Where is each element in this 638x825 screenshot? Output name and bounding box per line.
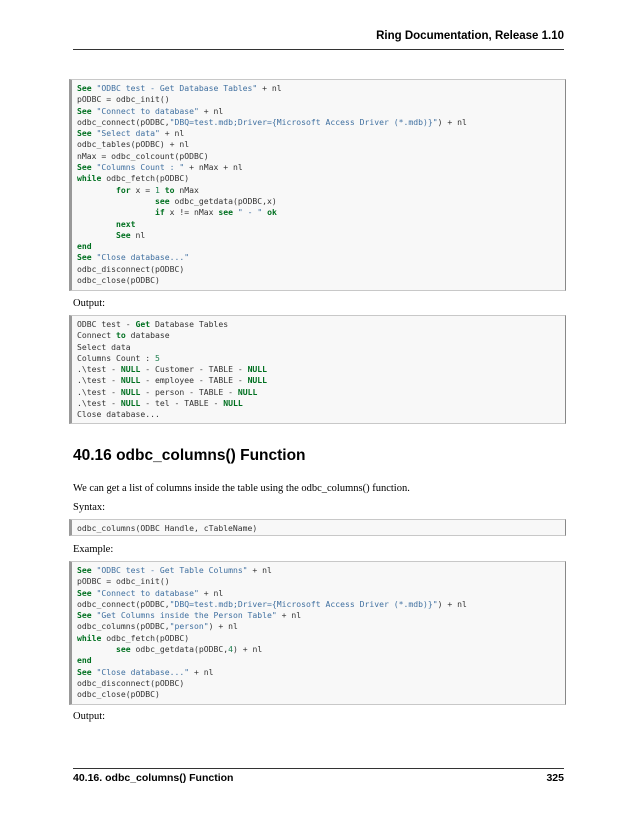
code-token [77, 219, 116, 229]
code-line [77, 633, 565, 644]
code-token: Database Tables [150, 319, 229, 329]
code-token: see [154, 195, 170, 206]
code-line [77, 207, 565, 218]
code-token: x = [130, 184, 155, 195]
code-token: " - " [237, 207, 263, 218]
code-line [77, 275, 565, 286]
syntax-label: Syntax: [73, 502, 106, 513]
code-token: See [77, 666, 92, 677]
code-line [77, 387, 565, 398]
code-token: "Connect to database" [96, 105, 199, 116]
code-token: odbc_getdata(pODBC, [130, 644, 229, 655]
code-token: "ODBC test - Get Database Tables" [96, 83, 258, 93]
code-line [77, 678, 565, 689]
code-line [77, 621, 565, 632]
code-token: "Select data" [96, 128, 160, 139]
code-token: 1 [154, 184, 160, 195]
code-token: See [77, 83, 92, 93]
code-line [77, 196, 565, 207]
footer-section-title: 40.16. odbc_columns() Function [73, 772, 234, 784]
code-token: "Close database..." [96, 252, 190, 263]
code-token [77, 207, 155, 217]
code-block-odbc-columns [69, 561, 566, 705]
code-token: + nl [189, 666, 214, 677]
output-label: Output: [73, 711, 106, 722]
code-token: "DBQ=test.mdb;Driver={Microsoft Access Driver (*.mdb)}" [169, 116, 438, 127]
code-token [77, 196, 155, 206]
code-token: NULL [120, 398, 141, 409]
code-token: Get [135, 319, 151, 329]
code-line [77, 644, 565, 655]
code-token: odbc_columns(pODBC, [77, 621, 170, 632]
code-line [77, 241, 565, 252]
code-token: See [77, 587, 92, 598]
code-line [77, 689, 565, 700]
section-heading: 40.16 odbc_columns() Function [73, 447, 306, 464]
code-token: NULL [237, 386, 258, 397]
code-line [77, 162, 565, 173]
code-token: NULL [247, 364, 268, 375]
code-token: next [115, 218, 136, 229]
code-token: pODBC = odbc_init() [77, 94, 170, 105]
code-token: Select data [77, 341, 131, 352]
code-token: nl [130, 229, 146, 240]
code-token: "Close database..." [96, 666, 190, 677]
code-line [77, 117, 565, 128]
code-line [77, 173, 565, 184]
code-line [77, 655, 565, 666]
code-token: See [77, 565, 92, 575]
code-line [77, 264, 565, 275]
code-line [77, 139, 565, 150]
code-line [77, 342, 565, 353]
code-token: See [77, 252, 92, 263]
code-token: "DBQ=test.mdb;Driver={Microsoft Access Driver (*.mdb)}" [169, 598, 438, 609]
code-token: for [115, 184, 131, 195]
code-token: - employee - TABLE - [140, 375, 248, 386]
code-line [77, 610, 565, 621]
code-token: x != nMax [164, 207, 219, 218]
output-block-odbc-tables [69, 315, 566, 424]
code-token: - person - TABLE - [140, 386, 238, 397]
code-token: odbc_close(pODBC) [77, 689, 160, 700]
code-line [77, 252, 565, 263]
code-token: if [154, 207, 165, 218]
code-token: ok [267, 207, 277, 218]
code-line [77, 151, 565, 162]
syntax-code-block [69, 519, 566, 536]
code-token: odbc_fetch(pODBC) [101, 173, 190, 184]
code-line [77, 364, 565, 375]
code-token: .\test - [77, 375, 121, 386]
intro-paragraph: We can get a list of columns inside the table using the odbc_columns() function. [73, 483, 410, 494]
code-line [77, 576, 565, 587]
code-token: + nl [159, 128, 185, 139]
code-token [77, 185, 116, 195]
code-token: odbc_disconnect(pODBC) [77, 263, 185, 274]
code-token: ) + nl [437, 598, 467, 609]
code-line [77, 398, 565, 409]
code-token: odbc_tables(pODBC) + nl [77, 139, 190, 150]
code-token: See [77, 610, 92, 621]
code-token: 5 [154, 352, 160, 363]
code-token: to [164, 184, 175, 195]
code-token: .\test - [77, 364, 121, 375]
code-token [77, 644, 116, 654]
code-line [77, 353, 565, 364]
code-token: "Connect to database" [96, 587, 199, 598]
code-line [77, 319, 565, 330]
code-line [77, 94, 565, 105]
code-line [77, 219, 565, 230]
code-token: nMax [174, 184, 199, 195]
code-line [77, 230, 565, 241]
code-line [77, 523, 565, 534]
code-line [77, 106, 565, 117]
code-token: odbc_getdata(pODBC,x) [169, 195, 277, 206]
code-token: nMax = odbc_colcount(pODBC) [77, 150, 209, 161]
code-token: NULL [120, 375, 141, 386]
code-token: odbc_connect(pODBC, [77, 598, 170, 609]
code-token: end [77, 241, 92, 252]
code-token: + nl [276, 610, 302, 621]
code-token: end [77, 655, 92, 666]
page-number: 325 [546, 772, 564, 784]
code-token: odbc_columns(ODBC Handle, cTableName) [77, 523, 258, 533]
code-token: odbc_disconnect(pODBC) [77, 677, 185, 688]
code-token: while [77, 632, 102, 643]
code-token: NULL [120, 386, 141, 397]
code-token: ) + nl [232, 644, 263, 655]
code-line [77, 588, 565, 599]
code-token: see [115, 644, 131, 655]
code-token: Columns Count : [77, 352, 155, 363]
code-token: odbc_close(pODBC) [77, 275, 160, 286]
code-line [77, 83, 565, 94]
code-line [77, 185, 565, 196]
code-token: .\test - [77, 386, 121, 397]
code-line [77, 565, 565, 576]
code-line [77, 667, 565, 678]
code-token: + nl [247, 565, 272, 575]
code-token: + nl [198, 105, 224, 116]
header-rule [73, 49, 564, 50]
code-token: + nl [198, 587, 224, 598]
code-token: "ODBC test - Get Table Columns" [96, 565, 248, 575]
code-line [77, 375, 565, 386]
code-token: pODBC = odbc_init() [77, 576, 170, 587]
code-token: .\test - [77, 398, 121, 409]
running-header: Ring Documentation, Release 1.10 [376, 30, 564, 42]
code-token: while [77, 173, 102, 184]
code-token: 4 [228, 644, 233, 655]
code-token: ) + nl [208, 621, 238, 632]
code-token: "person" [169, 621, 209, 632]
output-label: Output: [73, 298, 106, 309]
code-line [77, 409, 565, 420]
code-token: ODBC test - [77, 319, 136, 329]
code-token: See [77, 105, 92, 116]
code-token: See [77, 162, 92, 173]
code-token: - Customer - TABLE - [140, 364, 248, 375]
code-token: "Columns Count : " [96, 162, 185, 173]
footer-rule [73, 768, 564, 769]
code-token: see [218, 207, 233, 218]
code-token: odbc_connect(pODBC, [77, 116, 170, 127]
code-token: NULL [223, 398, 243, 409]
code-token: Close database... [77, 409, 160, 420]
code-token: database [125, 330, 170, 341]
code-token: ) + nl [437, 116, 467, 127]
code-token: See [115, 229, 131, 240]
code-token: See [77, 128, 92, 139]
code-token: + nl [257, 83, 282, 93]
code-line [77, 330, 565, 341]
code-token: Connect [77, 330, 116, 341]
code-line [77, 599, 565, 610]
code-token [77, 230, 116, 240]
code-token: odbc_fetch(pODBC) [101, 632, 190, 643]
code-token: NULL [247, 375, 268, 386]
code-token: to [115, 330, 126, 341]
code-token: + nMax + nl [184, 162, 243, 173]
code-token: NULL [120, 364, 141, 375]
code-token: - tel - TABLE - [140, 398, 224, 409]
code-token: "Get Columns inside the Person Table" [96, 610, 277, 621]
example-label: Example: [73, 544, 114, 555]
code-block-odbc-tables [69, 79, 566, 291]
code-line [77, 128, 565, 139]
